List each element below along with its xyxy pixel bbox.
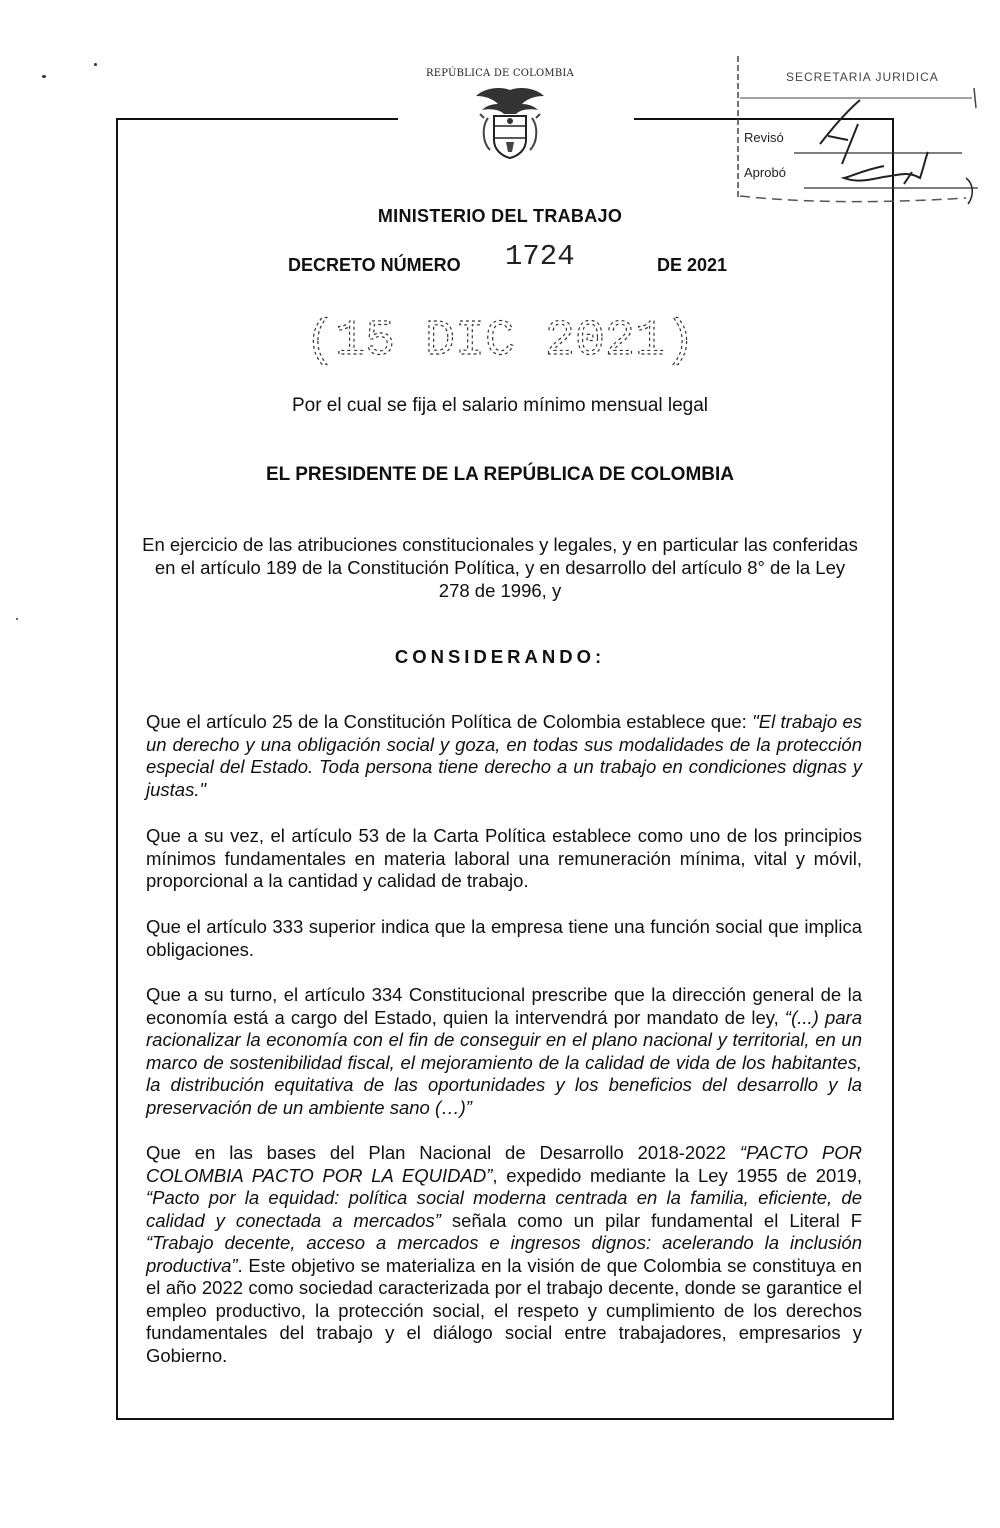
decree-subject: Por el cual se fija el salario mínimo mensual legal xyxy=(291,395,709,416)
plan-title: “PACTO POR COLOMBIA PACTO POR LA EQUIDAD” xyxy=(146,1142,862,1186)
considerando-paragraph-5 xyxy=(146,1142,862,1367)
paragraph-text: señala como un pilar fundamental el Literal F xyxy=(440,1209,863,1231)
paragraph-text: , expedido mediante la Ley 1955 de 2019, xyxy=(492,1164,862,1186)
decree-year: DE 2021 xyxy=(657,255,728,275)
paragraph-text: Que en las bases del Plan Nacional de Desarrollo 2018-2022 xyxy=(146,1142,740,1163)
ministry-name: MINISTERIO DEL TRABAJO xyxy=(377,206,623,226)
coat-of-arms-icon xyxy=(470,84,550,162)
decree-label: DECRETO NÚMERO xyxy=(288,255,461,275)
considerando-heading: CONSIDERANDO: xyxy=(394,646,606,667)
issuer-heading: EL PRESIDENTE DE LA REPÚBLICA DE COLOMBIA xyxy=(266,464,734,485)
paragraph-quote: “(...) para racionalizar la economía con el fin de conseguir en el plano nacional y territorial, en un marco de sostenibilidad fiscal, el mejoramiento de la calidad de vida de los habitantes, la distribución equitativa de las oportunidades y los beneficios del desarrollo y la preservación de un ambiente sano (…)” xyxy=(146,1006,862,1118)
paragraph-text: Que a su turno, el artículo 334 Constitucional prescribe que la dirección general de la economía está a cargo del Estado, quien la intervendrá por mandato de ley, xyxy=(146,984,862,1028)
authority-paragraph: En ejercicio de las atribuciones constitucionales y legales, y en particular las conferidas en el artículo 189 de la Constitución Política, y en desarrollo del artículo 8° de la Ley 278 de 1996, y xyxy=(142,534,858,601)
literal-f: “Trabajo decente, acceso a mercados e ingresos dignos: acelerando la inclusión productiva” xyxy=(146,1232,862,1276)
paragraph-text: . Este objetivo se materializa en la visión de que Colombia se constituya en el año 2022 como sociedad caracterizada por el trabajo decente, donde se garantice el empleo productivo, la protección social, el respeto y cumplimiento de los derechos fundamentales del trabajo y el diálogo social entre trabajadores, empresarios y Gobierno. xyxy=(146,1254,862,1366)
considerando-paragraph-2: Que a su vez, el artículo 53 de la Carta Política establece como uno de los principios mínimos fundamentales en materia laboral una remuneración mínima, vital y móvil, proporcional a la cantidad y calidad de trabajo. xyxy=(146,825,862,891)
scan-speck xyxy=(94,63,97,66)
paragraph-text: Que el artículo 25 de la Constitución Política de Colombia establece que: xyxy=(146,711,753,732)
paragraph-quote: "El trabajo es un derecho y una obligación social y goza, en todas sus modalidades de la protección especial del Estado. Toda persona tiene derecho a un trabajo en condiciones dignas y justas." xyxy=(146,711,862,800)
stamp-reviewed-label: Revisó xyxy=(744,130,784,145)
considerando-paragraph-4 xyxy=(146,984,862,1119)
considerando-paragraph-1 xyxy=(146,711,862,801)
plan-pillar: “Pacto por la equidad: política social moderna centrada en la familia, eficiente, de calidad y conectada a mercados” xyxy=(146,1187,862,1231)
stamp-office: SECRETARIA JURIDICA xyxy=(786,70,939,84)
scan-speck xyxy=(16,618,18,620)
date-stamp xyxy=(304,300,696,372)
date-stamp-text: (15 DIC 2021) xyxy=(304,313,696,370)
country-name: REPÚBLICA DE COLOMBIA xyxy=(426,68,574,79)
stamp-approved-label: Aprobó xyxy=(744,165,786,180)
decree-number: 1724 xyxy=(505,240,575,273)
considerando-paragraph-3: Que el artículo 333 superior indica que la empresa tiene una función social que implica obligaciones. xyxy=(146,916,862,960)
review-stamp xyxy=(734,48,980,214)
